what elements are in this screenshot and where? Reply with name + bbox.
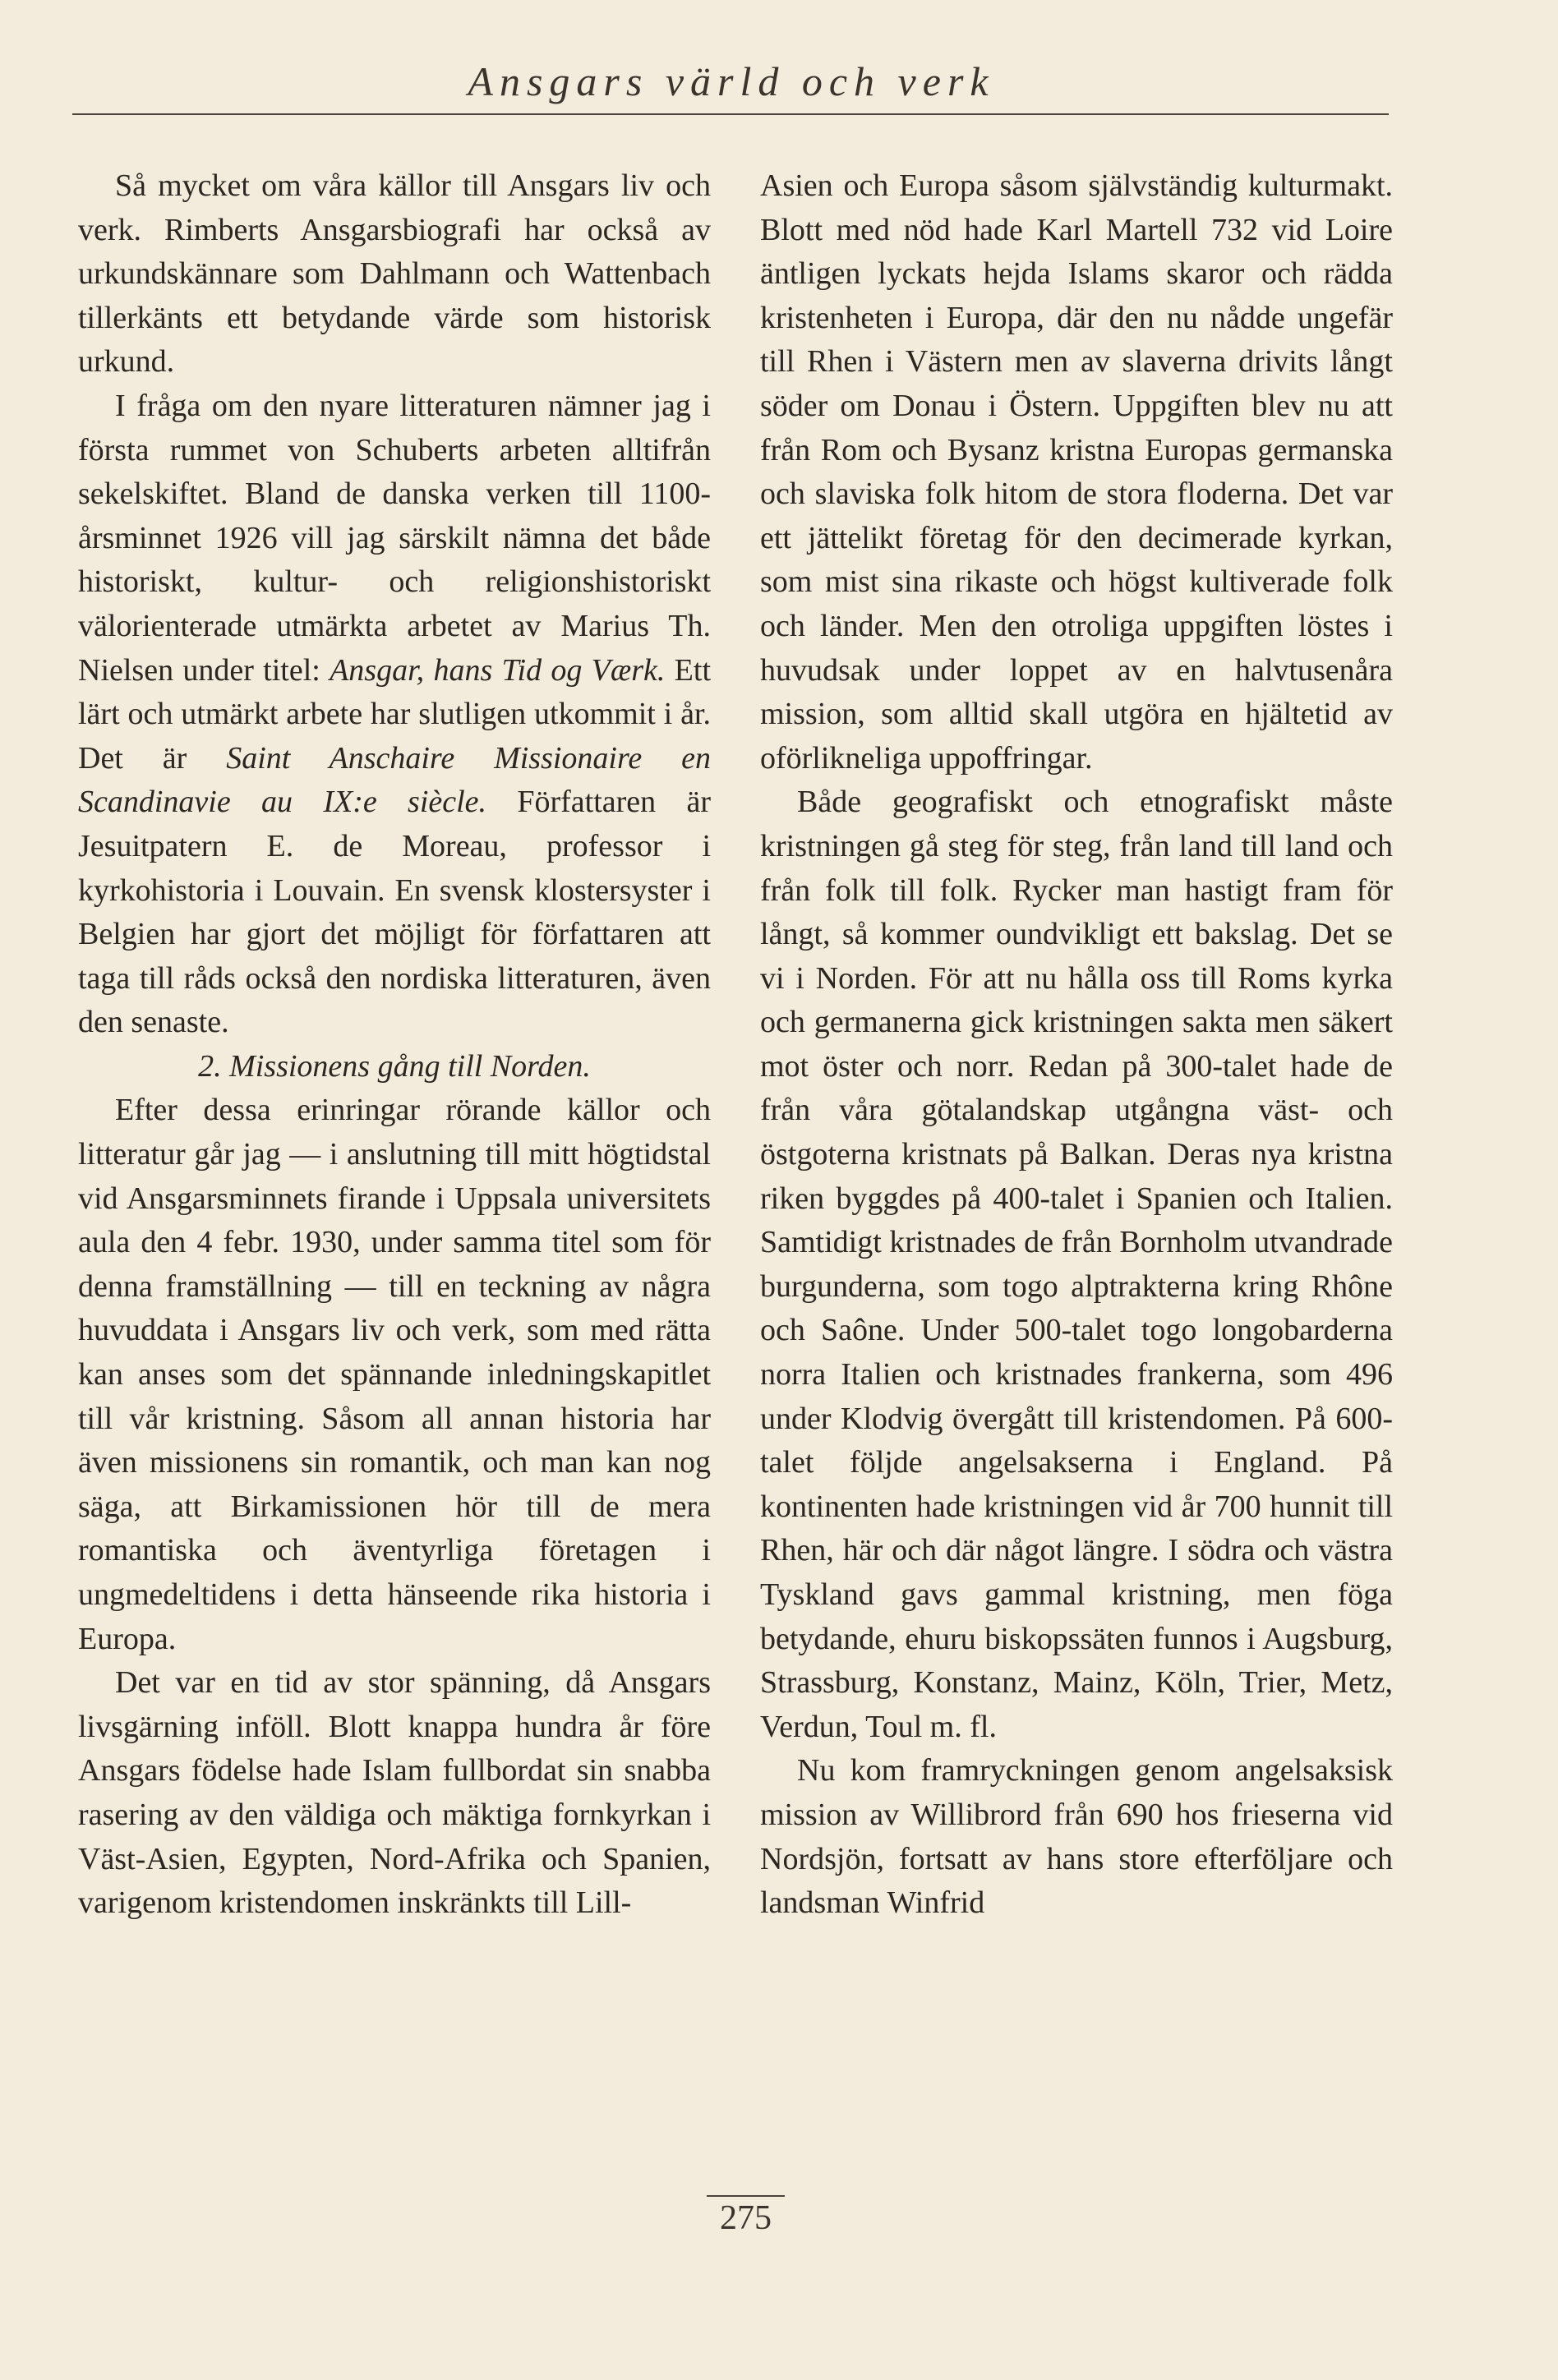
text-run: Ett lärt och utmärkt arbete har slutligen utkommit i år. Det är bbox=[78, 652, 711, 776]
section-heading bbox=[78, 1045, 711, 1089]
right-column bbox=[760, 164, 1393, 1926]
text-run: Författaren är Jesuitpatern E. de Moreau, professor i kyrkohistoria i Louvain. En svensk klostersyster i Belgien har gjort det möjligt för författaren att taga till råds också den nordiska litteraturen, även den senaste. bbox=[78, 785, 711, 1040]
book-title: Ansgar, hans Tid og Værk. bbox=[330, 652, 666, 688]
running-head: Ansgars värld och verk bbox=[468, 58, 995, 104]
paragraph: Asien och Europa såsom självständig kulturmakt. Blott med nöd hade Karl Martell 732 vid Loire äntligen lyckats hejda Islams skaror och rädda kristenheten i Europa, där den nu nådde ungefär till Rhen i Västern men av slaverna drivits långt söder om Donau i Östern. Uppgiften blev nu att från Rom och Bysanz kristna Europas germanska och slaviska folk hitom de stora floderna. Det var ett jättelikt företag för den decimerade kyrkan, som mist sina rikaste och högst kultiverade folk och länder. Men den otroliga uppgiften löstes i huvudsak under loppet av en halvtusenåra mission, som alltid skall utgöra en hjältetid av oförlikneliga uppoffringar. bbox=[760, 168, 1393, 776]
header-rule bbox=[72, 113, 1389, 115]
paragraph: Både geografiskt och etnografiskt måste kristningen gå steg för steg, från land till land och från folk till folk. Rycker man hastigt fram för långt, så kommer oundvikligt ett bakslag. Det se vi i Norden. För att nu hålla oss till Roms kyrka och germanerna gick kristningen sakta men säkert mot öster och norr. Redan på 300-talet hade de från våra götalandskap utgångna väst- och östgoterna kristnats på Balkan. Deras nya kristna riken byggdes på 400-talet i Spanien och Italien. Samtidigt kristnades de från Bornholm utvandrade burgunderna, som togo alptrakterna kring Rhône och Saône. Under 500-talet togo longobarderna norra Italien och kristnades frankerna, som 496 under Klodvig övergått till kristendomen. På 600-talet följde angelsakserna i England. På kontinenten hade kristningen vid år 700 hunnit till Rhen, här och där något längre. I södra och västra Tyskland gavs gammal kristning, men föga betydande, ehuru biskopssäten funnos i Augsburg, Strassburg, Konstanz, Mainz, Köln, Trier, Metz, Verdun, Toul m. fl. bbox=[760, 785, 1393, 1744]
folio-rule bbox=[707, 2195, 785, 2197]
left-column bbox=[78, 164, 711, 1926]
paragraph: Efter dessa erinringar rörande källor och litteratur går jag — i anslutning till mitt högtidstal vid Ansgarsminnets firande i Uppsala universitets aula den 4 febr. 1930, under samma titel som för denna framställning — till en teckning av några huvuddata i Ansgars liv och verk, som med rätta kan anses som det spännande inledningskapitlet till vår kristning. Såsom all annan historia har även missionens sin romantik, och man kan nog säga, att Birkamissionen hör till de mera romantiska och äventyrliga företagen i ungmedeltidens i detta hänseende rika historia i Europa. bbox=[78, 1093, 711, 1656]
paragraph: Så mycket om våra källor till Ansgars liv och verk. Rimberts Ansgarsbiografi har också av urkundskännare som Dahlmann och Wattenbach tillerkänts ett betydande värde som historisk urkund. bbox=[78, 168, 711, 380]
book-title: Saint Anschaire Missionaire en Scandinavie au IX:e siècle. bbox=[78, 740, 711, 820]
paragraph: Nu kom framryckningen genom angelsaksisk mission av Willibrord från 690 hos frieserna vid Nordsjön, fortsatt av hans store efterföljare och landsman Winfrid bbox=[760, 1753, 1393, 1921]
section-number: 2. bbox=[198, 1048, 222, 1084]
text-run: I fråga om den nyare litteraturen nämner jag i första rummet von Schuberts arbeten alltifrån sekelskiftet. Bland de danska verken till 1100-årsminnet 1926 vill jag särskilt nämna det både historiskt, kultur- och religionshistoriskt välorienterade utmärkta arbetet av Marius Th. Nielsen under titel: bbox=[78, 388, 711, 688]
section-title: Missionens gång till Norden. bbox=[229, 1048, 591, 1084]
page-number: 275 bbox=[720, 2199, 772, 2237]
paragraph bbox=[78, 384, 711, 1045]
paragraph: Det var en tid av stor spänning, då Ansgars livsgärning inföll. Blott knappa hundra år före Ansgars födelse hade Islam fullbordat sin snabba rasering av den väldiga och mäktiga fornkyrkan i Väst-Asien, Egypten, Nord-Afrika och Spanien, varigenom kristendomen inskränkts till Lill- bbox=[78, 1665, 711, 1921]
